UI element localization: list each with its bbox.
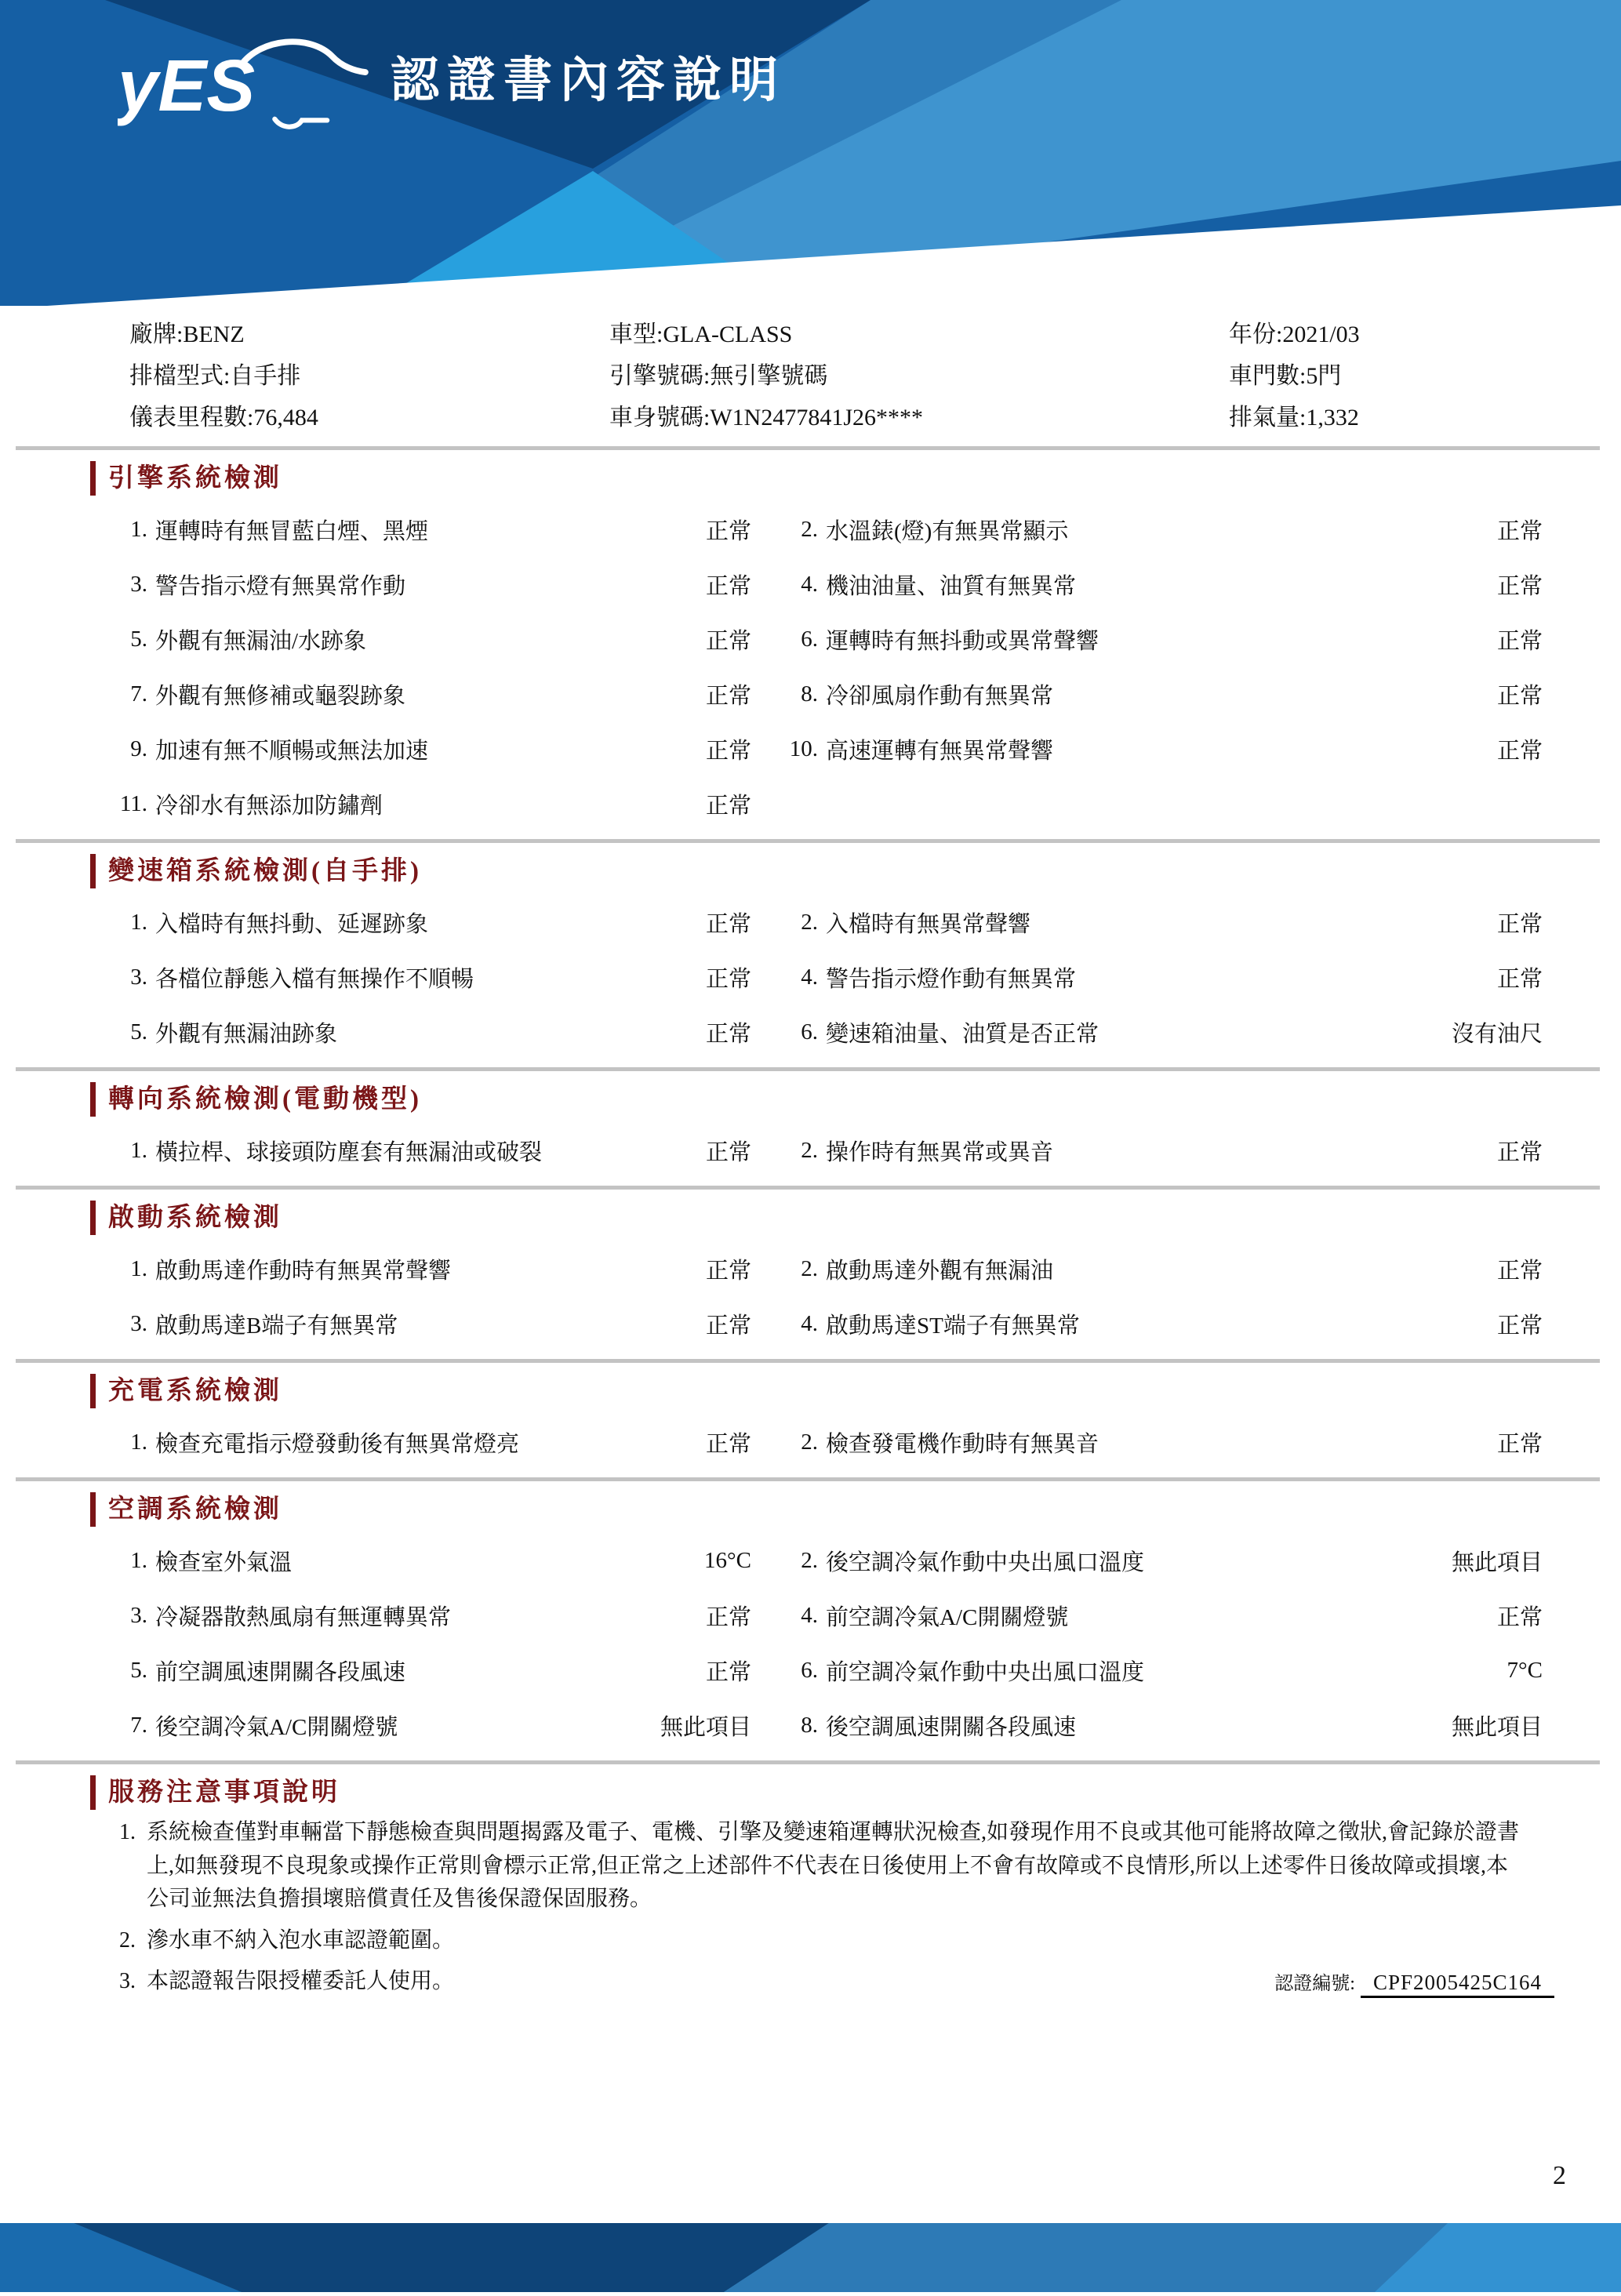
item-text: 後空調冷氣作動中央出風口溫度 xyxy=(826,1549,1145,1575)
note-text: 系統檢查僅對車輛當下靜態檢查與問題揭露及電子、電機、引擎及變速箱運轉狀況檢查,如發現作用不良或其他可能將故障之徵狀,會記錄於證書上,如無發現不良現象或操作正常則會標示正常,但正常之上述部件不代表在日後使用上不會有故障或不良情形,所以上述零件日後故障或損壞,本公司並無法負擔損壞賠償責任及售後保證保固服務。 xyxy=(147,1820,1520,1912)
item-result: 正常 xyxy=(705,1431,751,1457)
car-roof-swoosh-icon xyxy=(241,42,365,72)
item-text: 各檔位靜態入檔有無操作不順暢 xyxy=(155,966,474,992)
note-text: 滲水車不納入泡水車認證範圍。 xyxy=(147,1927,455,1953)
section-title: 轉向系統檢測(電動機型) xyxy=(90,1082,1562,1117)
item-number: 4. xyxy=(801,571,818,597)
item-text: 入檔時有無異常聲響 xyxy=(826,911,1031,937)
item-number: 1. xyxy=(130,1547,147,1573)
item-text: 啟動馬達B端子有無異常 xyxy=(155,1313,398,1339)
item-result: 正常 xyxy=(705,738,751,764)
item-result: 正常 xyxy=(705,966,751,992)
item-text: 高速運轉有無異常聲響 xyxy=(826,738,1054,764)
inspection-row xyxy=(90,1296,1562,1351)
section-title: 變速箱系統檢測(自手排) xyxy=(90,854,1562,888)
info-mileage: 儀表里程數:76,484 xyxy=(129,405,318,430)
item-text: 外觀有無漏油跡象 xyxy=(155,1021,338,1047)
item-number: 3. xyxy=(130,1310,147,1336)
item-text: 水溫錶(燈)有無異常顯示 xyxy=(826,518,1069,544)
item-result: 正常 xyxy=(1496,1313,1543,1339)
item-number: 6. xyxy=(801,1657,818,1683)
item-result: 正常 xyxy=(1496,628,1543,654)
info-year: 年份:2021/03 xyxy=(1229,322,1360,347)
item-text: 警告指示燈有無異常作動 xyxy=(155,573,406,599)
note-row xyxy=(90,1965,1562,1999)
footer-banner xyxy=(0,2223,1621,2292)
item-result: 正常 xyxy=(705,518,751,544)
yes-logo-text: yES xyxy=(118,44,256,126)
item-number: 2. xyxy=(801,1547,818,1573)
section-separator xyxy=(16,1477,1600,1481)
yes-logo xyxy=(118,31,376,136)
section-title: 啟動系統檢測 xyxy=(90,1201,1562,1235)
item-number: 1. xyxy=(130,516,147,542)
item-result: 正常 xyxy=(705,628,751,654)
section xyxy=(90,1492,1562,1764)
header-banner xyxy=(0,0,1621,306)
item-text: 前空調冷氣A/C開關燈號 xyxy=(826,1604,1069,1630)
item-result: 正常 xyxy=(1496,1604,1543,1630)
item-number: 10. xyxy=(789,736,818,761)
item-number: 2. xyxy=(801,516,818,542)
note-number: 1. xyxy=(119,1820,136,1844)
section xyxy=(90,1082,1562,1190)
item-result: 正常 xyxy=(1496,738,1543,764)
inspection-row xyxy=(90,1241,1562,1296)
section-separator xyxy=(16,446,1600,450)
section-separator xyxy=(16,1067,1600,1071)
item-text: 檢查室外氣溫 xyxy=(155,1549,293,1575)
item-number: 6. xyxy=(801,1019,818,1044)
item-result: 7°C xyxy=(1507,1657,1543,1683)
inspection-row xyxy=(90,557,1562,612)
item-text: 變速箱油量、油質是否正常 xyxy=(826,1021,1099,1047)
item-number: 4. xyxy=(801,1310,818,1336)
item-number: 3. xyxy=(130,571,147,597)
item-result: 正常 xyxy=(1496,966,1543,992)
info-model: 車型:GLA-CLASS xyxy=(609,322,793,347)
item-number: 7. xyxy=(130,681,147,707)
section xyxy=(90,854,1562,1071)
note-number: 3. xyxy=(119,1969,136,1994)
notes-section xyxy=(90,1775,1562,1999)
item-text: 冷卻風扇作動有無異常 xyxy=(826,683,1054,709)
item-number: 1. xyxy=(130,909,147,935)
inspection-row xyxy=(90,776,1562,831)
item-result: 正常 xyxy=(1496,911,1543,937)
item-result: 無此項目 xyxy=(1451,1549,1543,1575)
inspection-row xyxy=(90,1698,1562,1753)
info-vin: 車身號碼:W1N2477841J26**** xyxy=(609,405,923,430)
section xyxy=(90,461,1562,843)
info-engine-no: 引擎號碼:無引擎號碼 xyxy=(609,363,828,389)
item-result: 正常 xyxy=(705,793,751,819)
item-result: 正常 xyxy=(705,573,751,599)
item-number: 2. xyxy=(801,909,818,935)
item-result: 正常 xyxy=(1496,1431,1543,1457)
item-result: 正常 xyxy=(705,1139,751,1165)
item-number: 1. xyxy=(130,1137,147,1163)
section-separator xyxy=(16,1186,1600,1190)
cert-number: CPF2005425C164 xyxy=(1361,1971,1554,1998)
item-result: 正常 xyxy=(705,1659,751,1685)
page-title: 認證書內容說明 xyxy=(391,53,787,107)
item-result: 正常 xyxy=(1496,518,1543,544)
cert-number-line xyxy=(1274,1967,1554,2000)
item-text: 運轉時有無冒藍白煙、黑煙 xyxy=(155,518,429,544)
item-text: 加速有無不順暢或無法加速 xyxy=(155,738,429,764)
item-number: 5. xyxy=(130,1019,147,1044)
inspection-row xyxy=(90,612,1562,667)
footer-graphic xyxy=(0,2223,1621,2292)
item-text: 冷卻水有無添加防鏽劑 xyxy=(155,793,383,819)
item-number: 6. xyxy=(801,626,818,652)
section-title: 引擎系統檢測 xyxy=(90,461,1562,496)
info-doors: 車門數:5門 xyxy=(1229,363,1342,389)
page-number: 2 xyxy=(1553,2161,1566,2190)
item-text: 啟動馬達ST端子有無異常 xyxy=(826,1313,1080,1339)
cert-label: 認證編號: xyxy=(1274,1974,1355,1995)
item-text: 橫拉桿、球接頭防塵套有無漏油或破裂 xyxy=(155,1139,543,1165)
section xyxy=(90,1374,1562,1481)
item-text: 操作時有無異常或異音 xyxy=(826,1139,1054,1165)
item-result: 正常 xyxy=(1496,573,1543,599)
item-number: 7. xyxy=(130,1712,147,1738)
item-number: 9. xyxy=(130,736,147,761)
item-text: 外觀有無修補或龜裂跡象 xyxy=(155,683,406,709)
item-result: 正常 xyxy=(705,1021,751,1047)
item-result: 正常 xyxy=(705,1604,751,1630)
item-text: 前空調冷氣作動中央出風口溫度 xyxy=(826,1659,1145,1685)
item-result: 沒有油尺 xyxy=(1451,1021,1543,1047)
item-number: 8. xyxy=(801,1712,818,1738)
inspection-sections xyxy=(90,461,1562,1764)
item-number: 2. xyxy=(801,1429,818,1455)
item-text: 外觀有無漏油/水跡象 xyxy=(155,628,367,654)
item-text: 警告指示燈作動有無異常 xyxy=(826,966,1077,992)
section-title: 空調系統檢測 xyxy=(90,1492,1562,1527)
item-number: 2. xyxy=(801,1255,818,1281)
item-number: 1. xyxy=(130,1255,147,1281)
section-title: 充電系統檢測 xyxy=(90,1374,1562,1408)
item-text: 檢查發電機作動時有無異音 xyxy=(826,1431,1099,1457)
item-result: 無此項目 xyxy=(1451,1714,1543,1740)
info-gearbox-type: 排檔型式:自手排 xyxy=(129,363,301,389)
item-result: 正常 xyxy=(705,1313,751,1339)
item-number: 11. xyxy=(119,790,147,816)
note-row xyxy=(90,1816,1562,1916)
item-result: 正常 xyxy=(1496,683,1543,709)
inspection-row xyxy=(90,721,1562,776)
item-text: 啟動馬達外觀有無漏油 xyxy=(826,1258,1054,1284)
section-separator xyxy=(16,1359,1600,1363)
item-text: 檢查充電指示燈發動後有無異常燈亮 xyxy=(155,1431,520,1457)
inspection-row xyxy=(90,1004,1562,1059)
item-number: 2. xyxy=(801,1137,818,1163)
item-text: 運轉時有無抖動或異常聲響 xyxy=(826,628,1099,654)
item-text: 前空調風速開關各段風速 xyxy=(155,1659,406,1685)
inspection-row xyxy=(90,1533,1562,1588)
item-result: 正常 xyxy=(1496,1139,1543,1165)
item-text: 冷凝器散熱風扇有無運轉異常 xyxy=(155,1604,452,1630)
car-wheel-swoosh-icon xyxy=(274,119,327,127)
item-result: 正常 xyxy=(705,1258,751,1284)
inspection-row xyxy=(90,1588,1562,1643)
inspection-row xyxy=(90,895,1562,950)
notes-title: 服務注意事項說明 xyxy=(90,1775,1562,1810)
section xyxy=(90,1201,1562,1363)
item-number: 8. xyxy=(801,681,818,707)
item-text: 機油油量、油質有無異常 xyxy=(826,573,1077,599)
item-text: 後空調冷氣A/C開關燈號 xyxy=(155,1714,398,1740)
item-number: 4. xyxy=(801,1602,818,1628)
item-number: 5. xyxy=(130,1657,147,1683)
item-text: 入檔時有無抖動、延遲跡象 xyxy=(155,911,429,937)
info-brand: 廠牌:BENZ xyxy=(129,322,245,347)
item-number: 3. xyxy=(130,964,147,990)
item-number: 1. xyxy=(130,1429,147,1455)
inspection-row xyxy=(90,950,1562,1004)
note-row xyxy=(90,1924,1562,1958)
info-displacement: 排氣量:1,332 xyxy=(1229,405,1359,430)
item-number: 4. xyxy=(801,964,818,990)
note-number: 2. xyxy=(119,1927,136,1953)
item-number: 5. xyxy=(130,626,147,652)
item-result: 正常 xyxy=(705,911,751,937)
item-result: 16°C xyxy=(704,1547,751,1573)
vehicle-info xyxy=(90,314,1562,438)
inspection-row xyxy=(90,1123,1562,1178)
inspection-row xyxy=(90,1415,1562,1470)
item-result: 正常 xyxy=(1496,1258,1543,1284)
inspection-row xyxy=(90,502,1562,557)
inspection-row xyxy=(90,1643,1562,1698)
section-separator xyxy=(16,1760,1600,1764)
item-number: 3. xyxy=(130,1602,147,1628)
item-result: 無此項目 xyxy=(660,1714,751,1740)
item-text: 啟動馬達作動時有無異常聲響 xyxy=(155,1258,452,1284)
item-result: 正常 xyxy=(705,683,751,709)
document-content xyxy=(90,314,1562,2007)
inspection-row xyxy=(90,667,1562,721)
section-separator xyxy=(16,839,1600,843)
item-text: 後空調風速開關各段風速 xyxy=(826,1714,1077,1740)
note-text: 本認證報告限授權委託人使用。 xyxy=(147,1969,455,1994)
